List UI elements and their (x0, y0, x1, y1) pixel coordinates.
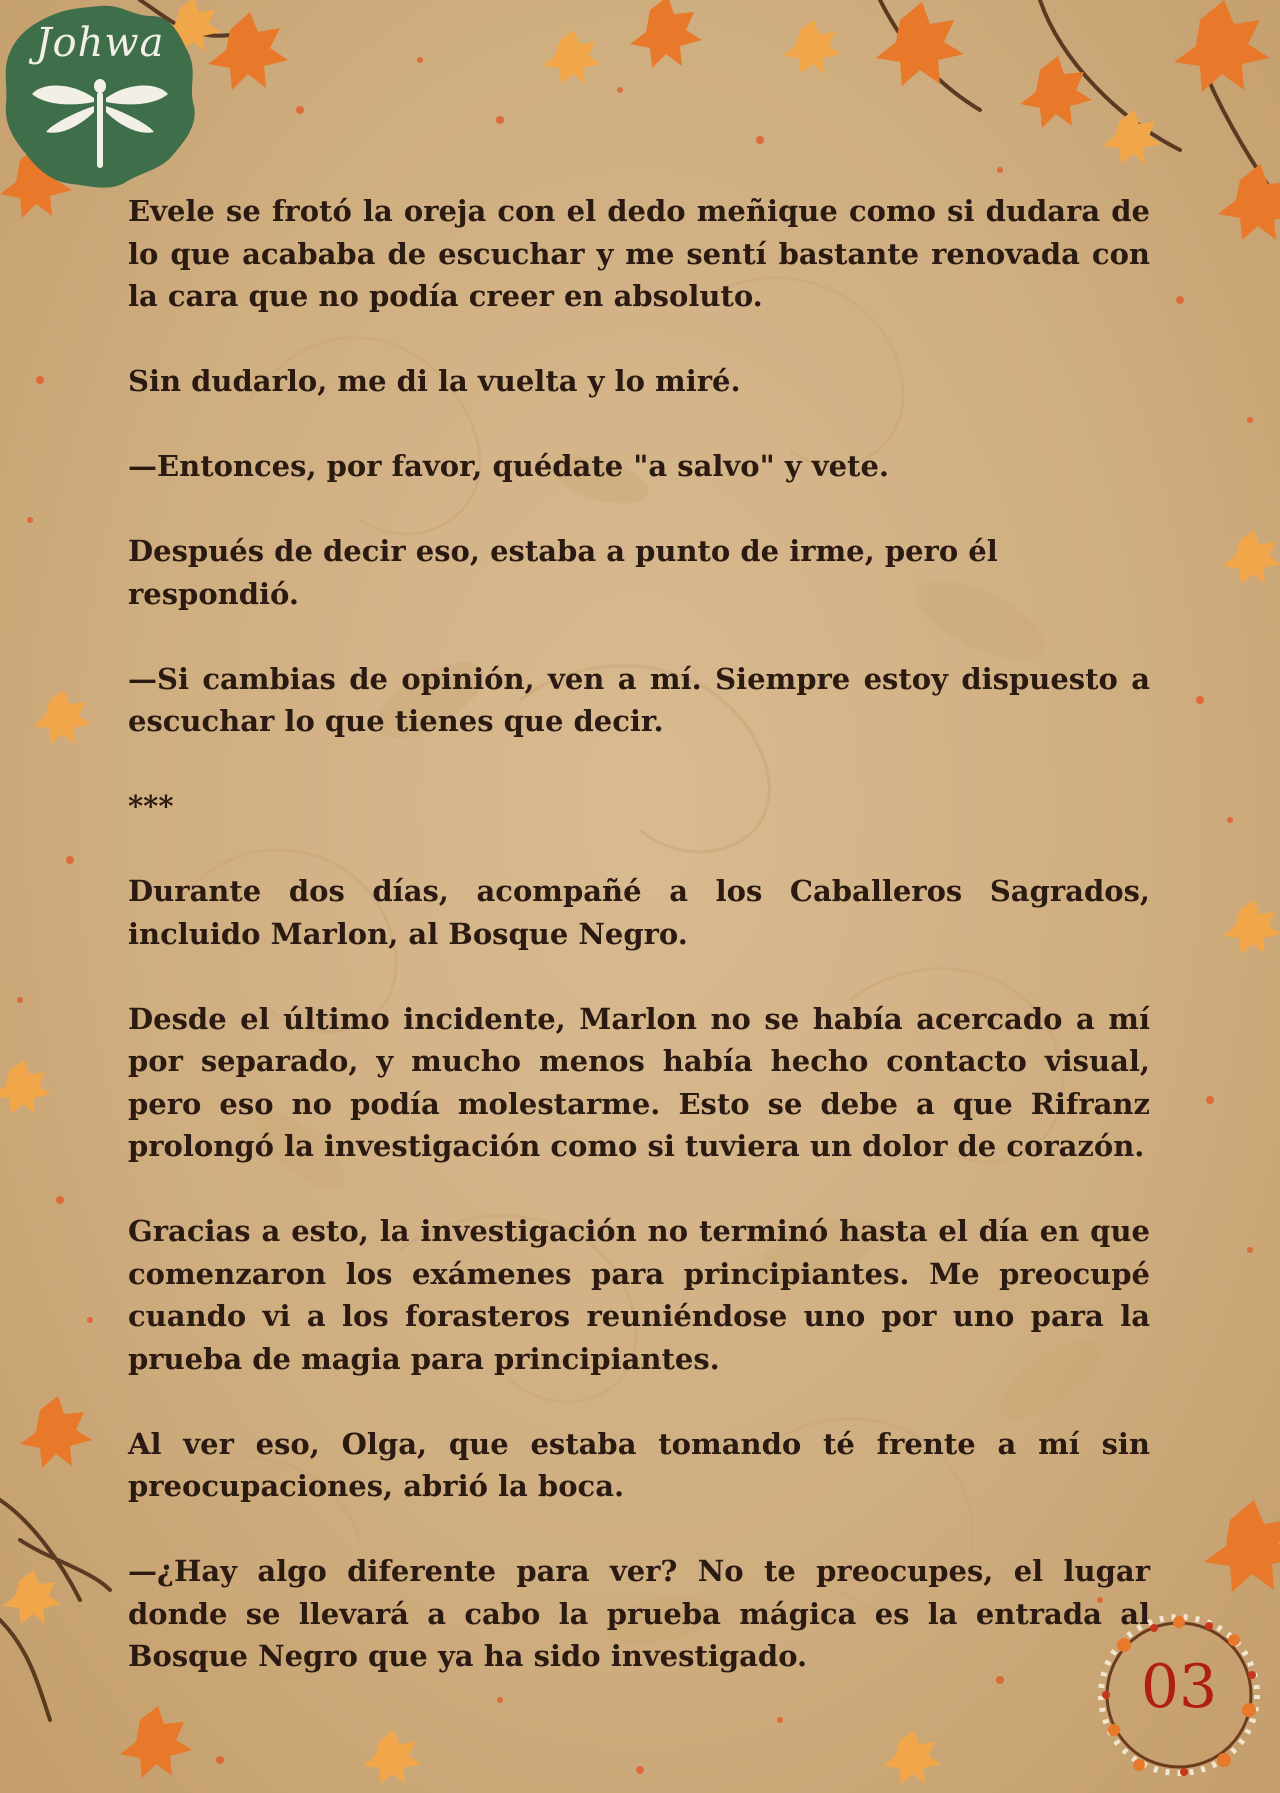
story-text (128, 190, 1150, 1720)
paragraph: Evele se frotó la oreja con el dedo meñique como si dudara de lo que acababa de escuchar y me sentí bastante renovada con la cara que no podía creer en absoluto. (128, 194, 1150, 313)
paragraph: Sin dudarlo, me di la vuelta y lo miré. (128, 364, 741, 398)
dialogue-paragraph: —Si cambias de opinión, ven a mí. Siempre estoy dispuesto a escuchar lo que tienes que decir. (128, 661, 1150, 738)
dialogue-paragraph: —Entonces, por favor, quédate "a salvo" y vete. (128, 449, 889, 483)
dialogue-paragraph: —¿Hay algo diferente para ver? No te preocupes, el lugar donde se llevará a cabo la prueba mágica es la entrada al Bosque Negro que ya ha sido investigado. (128, 1554, 1150, 1673)
page-number-wreath (1084, 1600, 1274, 1790)
johwa-logo (2, 2, 198, 192)
paragraph: Desde el último incidente, Marlon no se había acercado a mí por separado, y mucho menos había hecho contacto visual, pero eso no podía molestarme. Esto se debe a que Rifranz prolongó la investigación como si tuviera un dolor de corazón. (128, 1001, 1150, 1163)
paragraph: Durante dos días, acompañé a los Caballeros Sagrados, incluido Marlon, al Bosque Negro. (128, 874, 1150, 951)
logo-text: Johwa (35, 20, 165, 66)
paragraph: Gracias a esto, la investigación no terminó hasta el día en que comenzaron los exámenes para principiantes. Me preocupé cuando vi a los forasteros reuniéndose uno por uno para la prueba de magia para principiantes. (128, 1214, 1150, 1376)
scene-break: *** (128, 789, 174, 823)
paragraph: Al ver eso, Olga, que estaba tomando té frente a mí sin preocupaciones, abrió la boca. (128, 1426, 1150, 1503)
paragraph: Después de decir eso, estaba a punto de irme, pero él respondió. (128, 534, 998, 611)
page-number: 03 (1140, 1652, 1218, 1722)
